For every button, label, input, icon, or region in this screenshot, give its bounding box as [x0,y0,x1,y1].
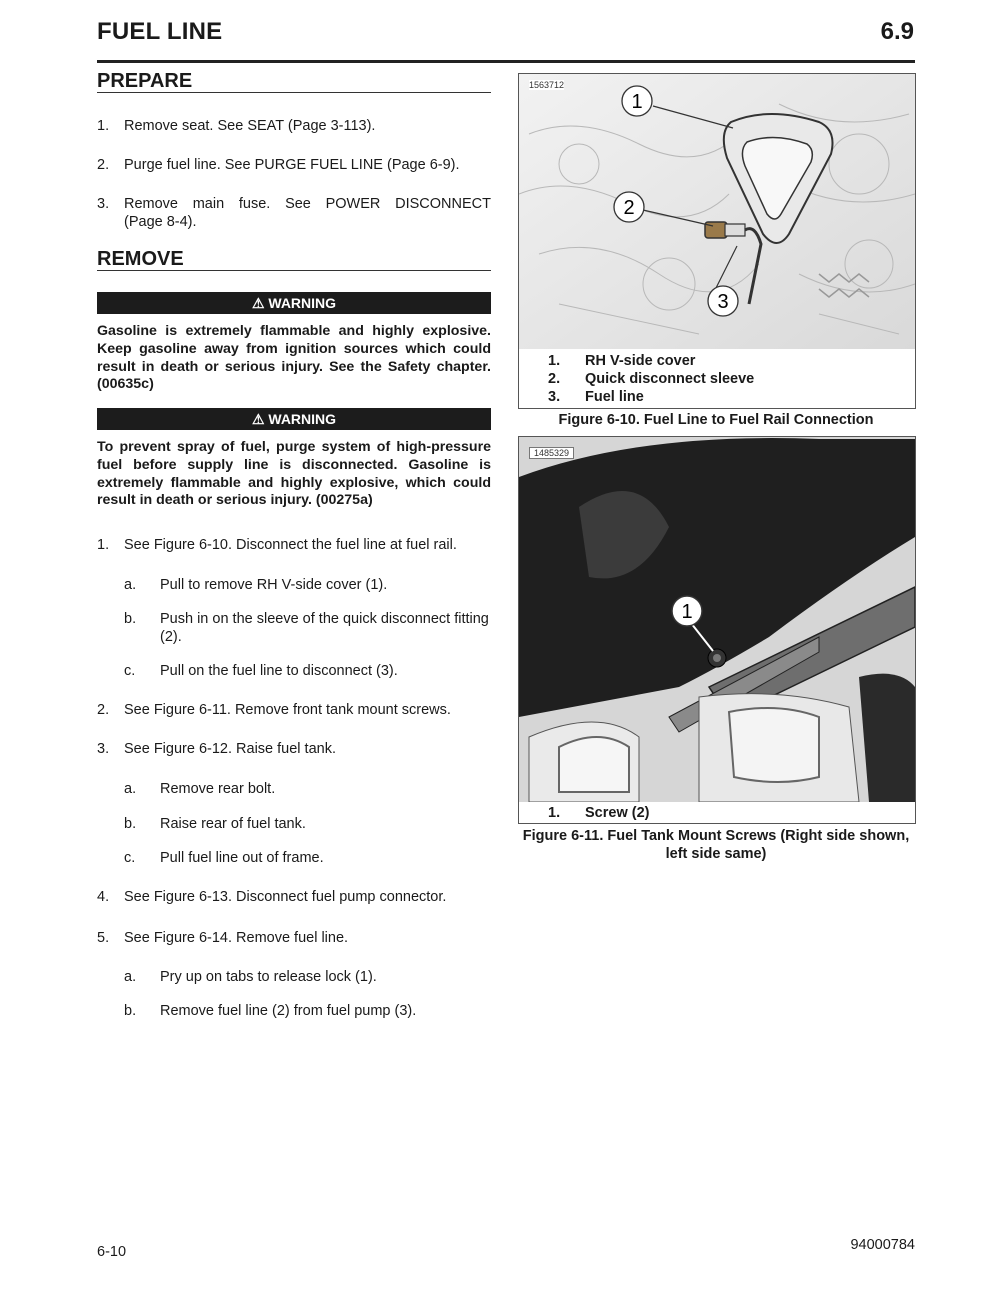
figure-6-11-caption-line1: Figure 6-11. Fuel Tank Mount Screws (Right side shown, [522,828,910,844]
warning-text-2: To prevent spray of fuel, purge system of high-pressure fuel before supply line is disconnected. Gasoline is extremely flammable and highly explosive, which could result in death or serious injury. (00275a) [97,439,491,509]
prepare-heading: PREPARE [97,70,491,93]
page-title: FUEL LINE [97,18,223,45]
remove-step-1b: b. Push in on the sleeve of the quick disconnect fitting (2). [124,611,489,645]
section-number: 6.9 [880,18,914,45]
figure-6-10: 1 2 3 1563712 1. RH V-side cover 2. Quick disconnect sleeve 3. Fuel line [518,73,916,409]
legend-strip [519,802,915,823]
document-number: 94000784 [850,1237,915,1253]
callout-1: 1 [681,601,693,623]
callout-2: 2 [623,197,635,219]
fuel-rail-illustration [519,74,915,349]
figure-id: 1563712 [529,80,565,90]
prepare-step-3: 3. Remove main fuse. See POWER DISCONNECT (Page 8-4). [97,196,491,230]
warning-text-1: Gasoline is extremely flammable and highly explosive. Keep gasoline away from ignition sources which could result in death or serious injury. See the Safety chapter. (00635c) [97,323,491,393]
header-rule [97,60,915,63]
page-number: 6-10 [97,1244,127,1260]
figure-6-11: 1 1485329 1. Screw (2) [518,436,916,824]
warning-banner-2: ⚠ WARNING [97,408,491,430]
figure-id: 1485329 [529,447,574,459]
callout-3: 3 [717,291,729,313]
figure-6-10-caption: Figure 6-10. Fuel Line to Fuel Rail Connection [558,412,874,428]
figure-6-11-caption-line2: left side same) [665,846,767,862]
remove-heading: REMOVE [97,248,491,271]
tank-mount-illustration [519,437,915,802]
warning-banner-1: ⚠ WARNING [97,292,491,314]
callout-1: 1 [631,91,643,113]
